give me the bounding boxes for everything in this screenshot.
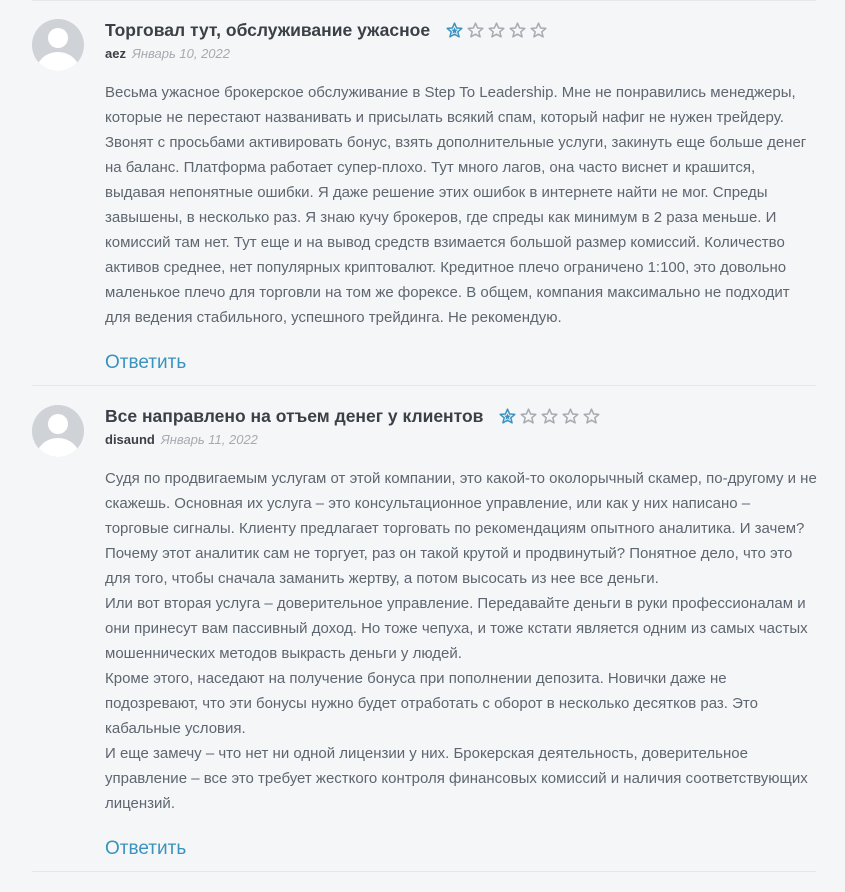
comment-paragraph: Или вот вторая услуга – доверительное управление. Передавайте деньги в руки профессионалам и они принесут вам пассивный доход. Но тоже чепуха, и тоже кстати является одним из самых частых мошеннических методов выкрасть деньги у людей. <box>105 595 808 662</box>
star-empty-icon <box>530 22 547 39</box>
comment-divider <box>32 871 816 872</box>
comment-text <box>105 80 817 330</box>
comment-paragraph: И еще замечу – что нет ни одной лицензии у них. Брокерская деятельность, доверительное управление – все это требует жесткого контроля финансовых комиссий и наличия соответствующих лицензий. <box>105 745 808 812</box>
comment-date: Январь 10, 2022 <box>131 46 230 61</box>
reply-link[interactable]: Ответить <box>105 838 187 859</box>
rating-stars <box>446 22 551 39</box>
star-filled-icon <box>499 408 516 425</box>
star-empty-icon <box>467 22 484 39</box>
star-empty-icon <box>488 22 505 39</box>
top-divider <box>32 0 816 1</box>
star-empty-icon <box>520 408 537 425</box>
rating-stars <box>499 408 604 425</box>
star-filled-icon <box>446 22 463 39</box>
comment-paragraph: Судя по продвигаемым услугам от этой компании, это какой-то околорычный скамер, по-другому и не скажешь. Основная их услуга – это консультационное управление, или как у них написано – торговые сигналы. Клиенту предлагает торговать по рекомендациям опытного аналитика. И зачем? Почему этот аналитик сам не торгует, раз он такой крутой и продвинутый? Понятное дело, что это для того, чтобы сначала заманить жертву, а потом высосать из нее все деньги. <box>105 470 817 587</box>
comment-paragraph: Кроме этого, наседают на получение бонуса при пополнении депозита. Новички даже не подозревают, что эти бонусы нужно будет отработать с оборот в несколько десятков раз. Это кабальные условия. <box>105 670 758 737</box>
star-empty-icon <box>583 408 600 425</box>
comment-title: Все направлено на отъем денег у клиентов <box>105 405 484 426</box>
star-empty-icon <box>562 408 579 425</box>
comment-author[interactable]: aez <box>105 46 126 61</box>
comment-title: Торговал тут, обслуживание ужасное <box>105 19 431 40</box>
star-empty-icon <box>541 408 558 425</box>
comment-text <box>105 466 817 816</box>
comment-author[interactable]: disaund <box>105 432 155 447</box>
comment-paragraph: Весьма ужасное брокерское обслуживание в Step To Leadership. Мне не понравились менеджеры, которые не перестают названивать и присылать всякий спам, который нафиг не нужен трейдеру. Звонят с просьбами активировать бонус, взять дополнительные услуги, закинуть еще больше денег на баланс. Платформа работает супер-плохо. Тут много лагов, она часто виснет и крашится, выдавая непонятные ошибки. Я даже решение этих ошибок в интернете найти не мог. Спреды завышены, в несколько раз. Я знаю кучу брокеров, где спреды как минимум в 2 раза меньше. И комиссий там нет. Тут еще и на вывод средств взимается большой размер комиссий. Количество активов среднее, нет популярных криптовалют. Кредитное плечо ограничено 1:100, это довольно маленькое плечо для торговли на том же форексе. В общем, компания максимально не подходит для ведения стабильного, успешного трейдинга. Не рекомендую. <box>105 84 807 326</box>
reply-link[interactable]: Ответить <box>105 352 187 373</box>
avatar <box>32 19 84 71</box>
star-empty-icon <box>509 22 526 39</box>
comment-date: Январь 11, 2022 <box>160 432 258 447</box>
comment-divider <box>32 385 816 386</box>
avatar <box>32 405 84 457</box>
